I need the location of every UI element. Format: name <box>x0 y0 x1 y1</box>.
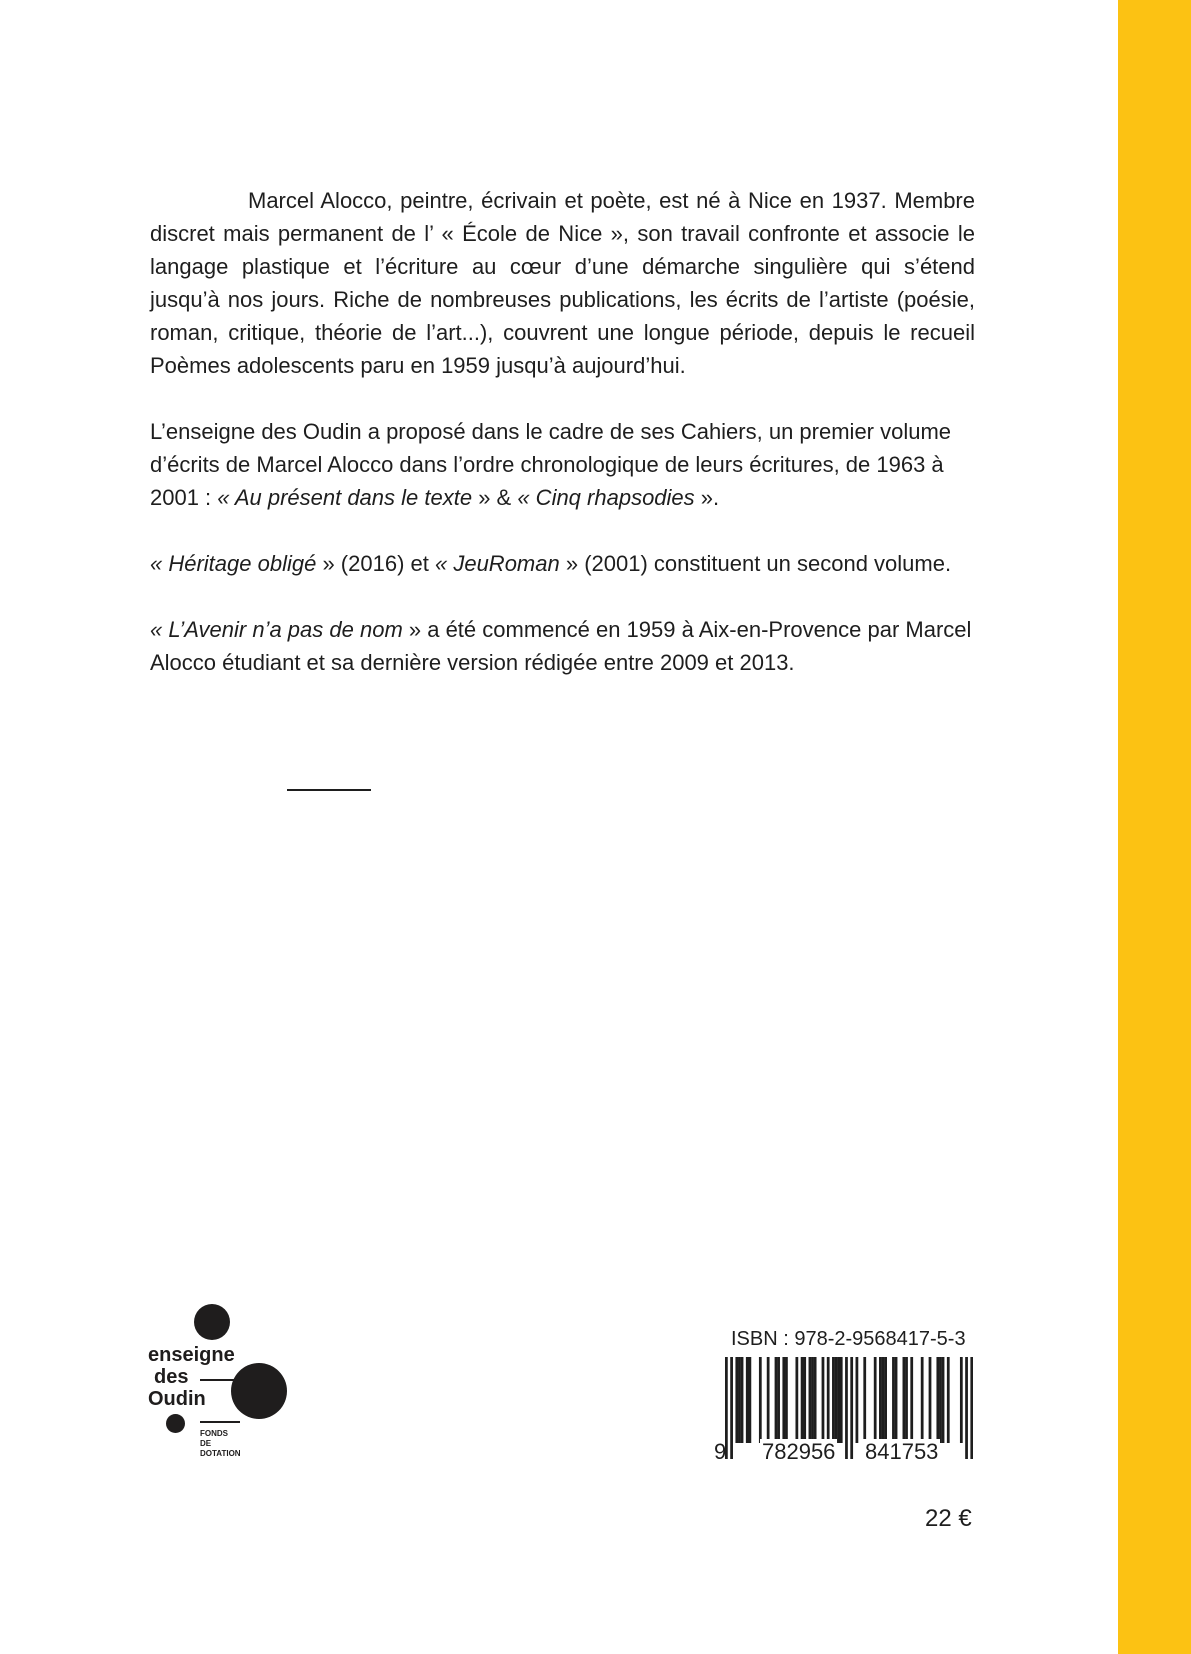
isbn-label: ISBN : 978-2-9568417-5-3 <box>731 1328 966 1350</box>
barcode-bar <box>777 1357 780 1443</box>
barcode-bar <box>803 1357 806 1443</box>
barcode-bar <box>785 1357 788 1443</box>
p2-end: ». <box>694 485 720 510</box>
paragraph-first-volume <box>150 415 975 514</box>
barcode-bar <box>892 1357 895 1443</box>
barcode-guard-bar <box>970 1357 973 1459</box>
barcode-bar <box>863 1357 866 1443</box>
barcode-digits-right: 841753 <box>865 1439 939 1464</box>
p2-line1: L’enseigne des Oudin a proposé dans le cadre de ses Cahiers, un premier volume <box>150 419 952 444</box>
barcode-bar <box>767 1357 770 1443</box>
paragraph-second-volume <box>150 547 975 580</box>
barcode-bar <box>835 1357 838 1443</box>
barcode-bar <box>775 1357 778 1443</box>
barcode-bar <box>910 1357 913 1443</box>
p4-line2: Alocco étudiant et sa dernière version rédigée entre 2009 et 2013. <box>150 650 795 675</box>
barcode-bar <box>884 1357 887 1443</box>
barcode-bar <box>921 1357 924 1443</box>
barcode-bar <box>738 1357 741 1443</box>
barcode-bar <box>827 1357 830 1443</box>
price: 22 € <box>925 1505 972 1532</box>
logo-line-1 <box>200 1379 234 1381</box>
barcode-digits-left: 782956 <box>762 1439 836 1464</box>
barcode-bar <box>947 1357 950 1443</box>
barcode-bar <box>882 1357 885 1443</box>
barcode-bar <box>903 1357 906 1443</box>
logo-word-des: des <box>154 1366 189 1388</box>
logo-line-2 <box>200 1421 240 1423</box>
separator-rule <box>287 789 371 791</box>
barcode-bar <box>905 1357 908 1443</box>
p3-mid: » (2016) et <box>316 551 435 576</box>
barcode-bar <box>936 1357 939 1443</box>
barcode-bar <box>832 1357 835 1443</box>
barcode-bar <box>895 1357 898 1443</box>
logo-dot-large <box>231 1363 287 1419</box>
title-avenir: « L’Avenir n’a pas de nom <box>150 617 403 642</box>
barcode-bar <box>929 1357 932 1443</box>
yellow-spine-band <box>1118 0 1191 1654</box>
barcode-bar <box>814 1357 817 1443</box>
back-cover-description <box>150 184 975 679</box>
barcode-bar <box>759 1357 762 1443</box>
barcode-bar <box>741 1357 744 1443</box>
barcode-guard-bar <box>965 1357 968 1459</box>
logo-sub-dotation: DOTATION <box>200 1449 241 1458</box>
barcode-bar <box>811 1357 814 1443</box>
logo-dot-top <box>194 1304 230 1340</box>
logo-dot-small <box>166 1414 185 1433</box>
p3-end: » (2001) constituent un second volume. <box>559 551 952 576</box>
paragraph-biography: Marcel Alocco, peintre, écrivain et poète, est né à Nice en 1937. Membre discret mais permanent de l’ « École de Nice », son travail confronte et associe le langage plastique et l’écriture au cœur d’une démarche singulière qui s’étend jusqu’à nos jours. Riche de nombreuses publications, les écrits de l’artiste (poésie, roman, critique, théorie de l’art...), couvrent une longue période, depuis le recueil Poèmes adolescents paru en 1959 jusqu’à aujourd’hui. <box>150 188 975 378</box>
barcode-bar <box>960 1357 963 1443</box>
barcode-bar <box>874 1357 877 1443</box>
logo-sub-fonds: FONDS <box>200 1429 228 1438</box>
barcode-bar <box>840 1357 843 1443</box>
logo-sub-de: DE <box>200 1439 212 1448</box>
logo-fonds-de-dotation <box>200 1429 241 1459</box>
barcode-guard-bar <box>850 1357 853 1459</box>
p2-line3-start: 2001 : <box>150 485 218 510</box>
barcode-bar <box>879 1357 882 1443</box>
barcode-guard-bar <box>845 1357 848 1459</box>
barcode-bar <box>801 1357 804 1443</box>
barcode-bar <box>748 1357 751 1443</box>
p2-amp: » & <box>472 485 518 510</box>
title-au-present: « Au présent dans le texte <box>217 485 473 510</box>
barcode-bar <box>746 1357 749 1443</box>
barcode-digit-first: 9 <box>714 1439 727 1464</box>
title-heritage-oblige: « Héritage obligé <box>150 551 317 576</box>
paragraph-avenir <box>150 613 975 679</box>
barcode-bar <box>942 1357 945 1443</box>
barcode-bar <box>939 1357 942 1443</box>
logo-word-enseigne: enseigne <box>148 1344 235 1366</box>
barcode-bar <box>837 1357 840 1443</box>
enseigne-des-oudin-logo <box>148 1300 298 1470</box>
barcode-bar <box>822 1357 825 1443</box>
barcode-bar <box>809 1357 812 1443</box>
barcode-bar <box>782 1357 785 1443</box>
barcode-bar <box>735 1357 738 1443</box>
barcode-bar <box>856 1357 859 1443</box>
logo-word-oudin: Oudin <box>148 1388 206 1410</box>
title-cinq-rhapsodies: « Cinq rhapsodies <box>517 485 695 510</box>
p2-line2: d’écrits de Marcel Alocco dans l’ordre chronologique de leurs écritures, de 1963 à <box>150 452 944 477</box>
p4-line1-rest: » a été commencé en 1959 à Aix-en-Provence par Marcel <box>402 617 972 642</box>
barcode-guard-bar <box>730 1357 733 1459</box>
barcode-bar <box>795 1357 798 1443</box>
title-jeuroman: « JeuRoman <box>434 551 560 576</box>
